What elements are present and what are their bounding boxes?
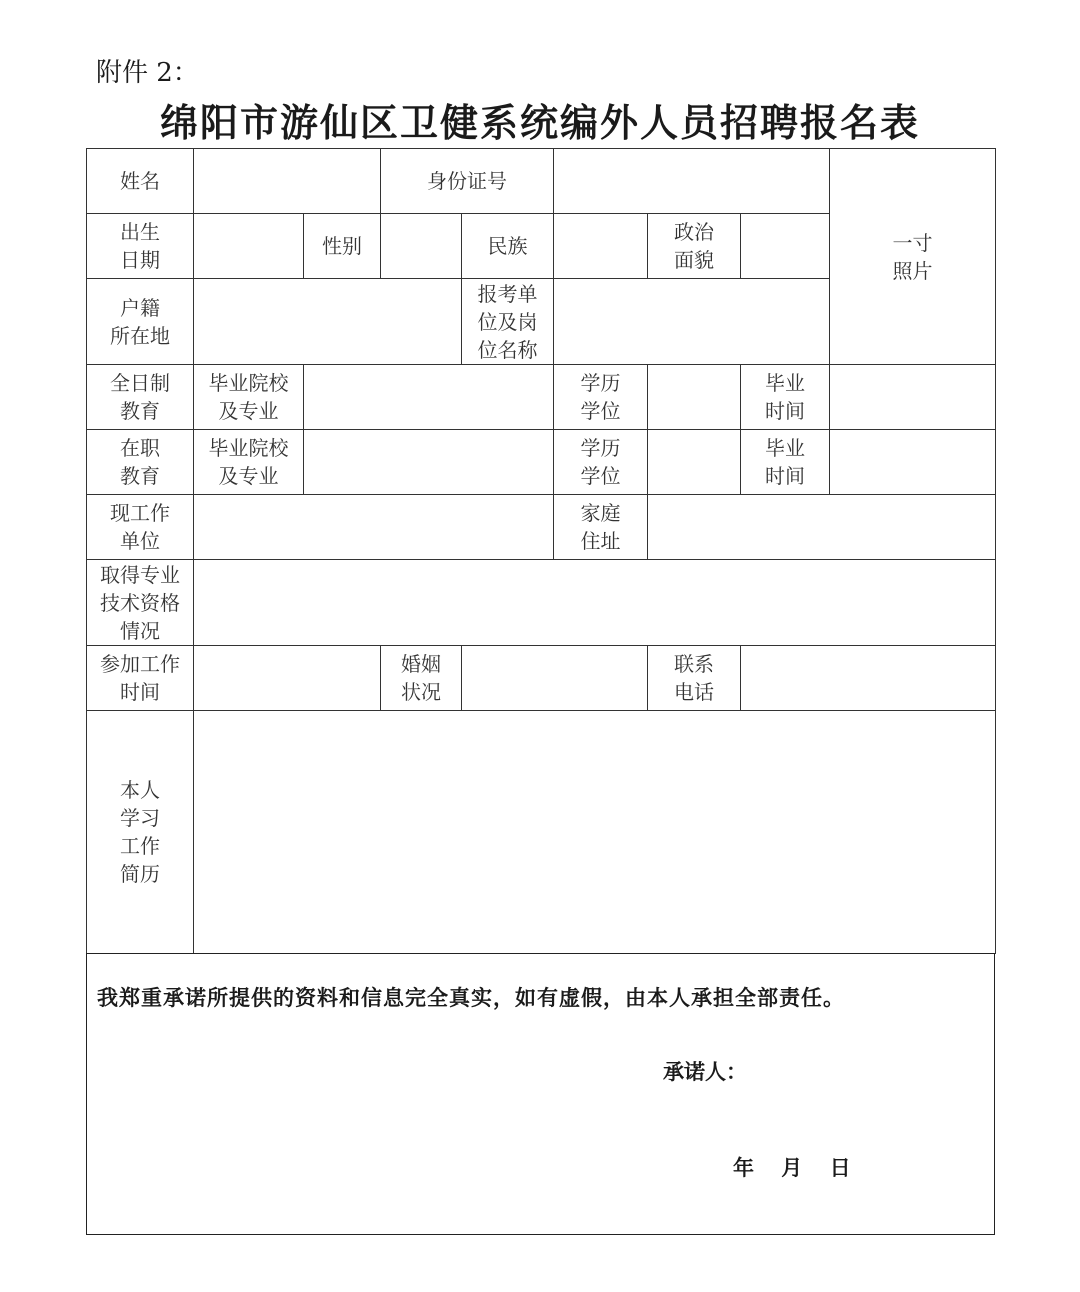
birth-date-field[interactable] (193, 213, 304, 279)
inservice-degree-label (553, 429, 648, 495)
pledge-date-label: 年 月 日 (733, 1155, 851, 1180)
political-status-label (647, 213, 741, 279)
ethnicity-label-text: 民族 (487, 234, 528, 258)
pledge-text: 我郑重承诺所提供的资料和信息完全真实，如有虚假，由本人承担全部责任。 (97, 985, 845, 1010)
phone-label-text: 联系 电话 (674, 652, 714, 704)
home-address-label-text: 家庭 住址 (580, 501, 621, 553)
fulltime-degree-label-text: 学历 学位 (580, 371, 621, 423)
resume-label-text: 本人 学习 工作 简历 (120, 778, 160, 886)
name-label (86, 148, 194, 214)
resume-field[interactable] (193, 710, 996, 954)
fulltime-school-field[interactable] (303, 364, 554, 430)
fulltime-grad-time-label-text: 毕业 时间 (765, 371, 805, 423)
current-employer-label (86, 494, 194, 560)
gender-field[interactable] (380, 213, 462, 279)
inservice-school-label-text: 毕业院校 及专业 (208, 436, 289, 488)
pledge-section (86, 953, 995, 1235)
inservice-school-field[interactable] (303, 429, 554, 495)
ethnicity-field[interactable] (553, 213, 648, 279)
gender-label (303, 213, 381, 279)
applied-position-field[interactable] (553, 278, 830, 365)
name-field[interactable] (193, 148, 381, 214)
political-status-field[interactable] (740, 213, 830, 279)
birth-date-label (86, 213, 194, 279)
marital-status-label-text: 婚姻 状况 (401, 652, 441, 704)
home-address-field[interactable] (647, 494, 996, 560)
name-label-text: 姓名 (120, 169, 160, 193)
fulltime-grad-time-label (740, 364, 830, 430)
home-address-label (553, 494, 648, 560)
applied-position-label (461, 278, 554, 365)
inservice-grad-time-field[interactable] (829, 429, 996, 495)
applied-position-label-text: 报考单 位及岗 位名称 (477, 281, 538, 362)
photo-box[interactable] (829, 148, 996, 365)
photo-box-text: 一寸 照片 (892, 230, 933, 283)
gender-label-text: 性别 (322, 234, 362, 258)
inservice-education-label-text: 在职 教育 (120, 436, 160, 488)
fulltime-degree-field[interactable] (647, 364, 741, 430)
phone-label (647, 645, 741, 711)
qualifications-label-text: 取得专业 技术资格 情况 (100, 562, 180, 643)
qualifications-field[interactable] (193, 559, 996, 646)
work-start-label (86, 645, 194, 711)
fulltime-school-label-text: 毕业院校 及专业 (208, 371, 289, 423)
household-label (86, 278, 194, 365)
ethnicity-label (461, 213, 554, 279)
household-label-text: 户籍 所在地 (110, 295, 170, 348)
resume-label (86, 710, 194, 954)
inservice-degree-label-text: 学历 学位 (580, 436, 621, 488)
inservice-grad-time-label (740, 429, 830, 495)
birth-date-label-text: 出生 日期 (120, 220, 160, 272)
fulltime-grad-time-field[interactable] (829, 364, 996, 430)
inservice-grad-time-label-text: 毕业 时间 (765, 436, 805, 488)
id-number-field[interactable] (553, 148, 830, 214)
phone-field[interactable] (740, 645, 996, 711)
household-field[interactable] (193, 278, 462, 365)
inservice-degree-field[interactable] (647, 429, 741, 495)
current-employer-label-text: 现工作 单位 (110, 501, 170, 553)
pledge-signer-label: 承诺人： (663, 1059, 747, 1084)
form-title: 绵阳市游仙区卫健系统编外人员招聘报名表 (159, 100, 920, 145)
fulltime-education-label (86, 364, 194, 430)
marital-status-field[interactable] (461, 645, 648, 711)
political-status-label-text: 政治 面貌 (674, 220, 714, 272)
qualifications-label (86, 559, 194, 646)
inservice-school-label (193, 429, 304, 495)
work-start-field[interactable] (193, 645, 381, 711)
id-number-label (380, 148, 554, 214)
fulltime-degree-label (553, 364, 648, 430)
work-start-label-text: 参加工作 时间 (100, 652, 180, 704)
fulltime-school-label (193, 364, 304, 430)
id-number-label-text: 身份证号 (427, 169, 507, 193)
inservice-education-label (86, 429, 194, 495)
current-employer-field[interactable] (193, 494, 554, 560)
fulltime-education-label-text: 全日制 教育 (110, 371, 170, 423)
attachment-label: 附件 2： (96, 58, 199, 88)
marital-status-label (380, 645, 462, 711)
